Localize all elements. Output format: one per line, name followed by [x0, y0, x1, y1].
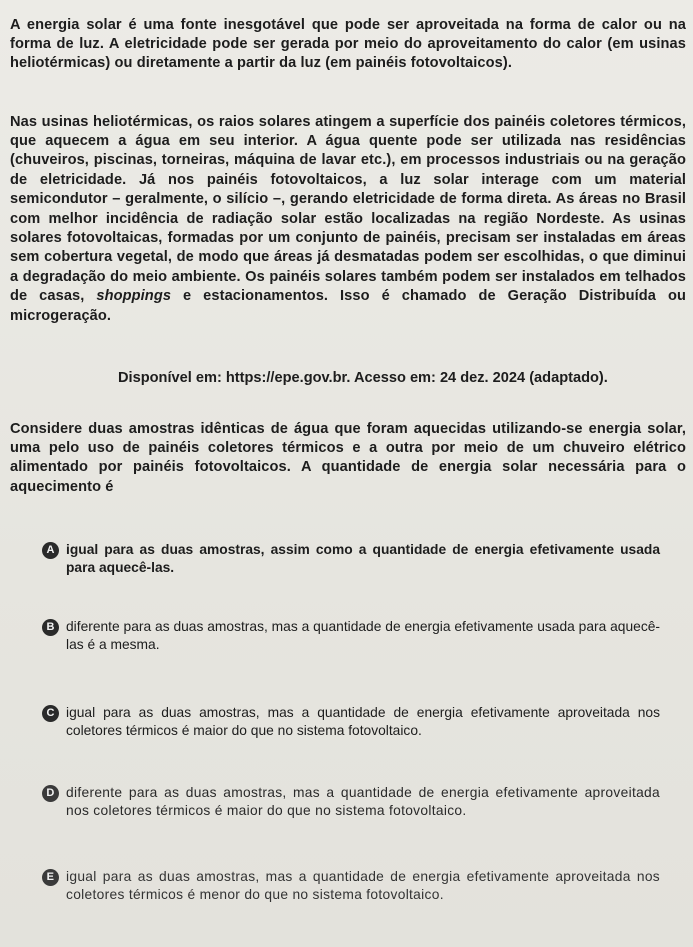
- option-letter-d: D: [42, 785, 59, 802]
- option-e[interactable]: [42, 868, 660, 903]
- option-a-text: igual para as duas amostras, assim como a quantidade de energia efetivamente usada para aquecê-las.: [66, 542, 660, 575]
- passage-paragraph-2: Nas usinas heliotérmicas, os raios solares atingem a superfície dos painéis coletores térmicos, que aquecem a água em seu interior. A água quente pode ser utilizada nas residências (chuveiros, piscinas, torneiras, máquina de lavar etc.), em processos industriais ou na geração de eletricidade. Já nos painéis fotovoltaicos, a luz solar interage com um material semicondutor – geralmente, o silício –, gerando eletricidade de forma direta. As áreas no Brasil com melhor incidência de radiação solar estão localizadas na região Nordeste. As usinas solares fotovoltaicas, formadas por um conjunto de painéis, precisam ser instaladas em áreas sem cobertura vegetal, de modo que áreas já desmatadas podem ser escolhidas, o que diminui a degradação do meio ambiente. Os painéis solares também podem ser instalados em telhados de casas, shoppings e estacionamentos. Isso é chamado de Geração Distribuída ou microgeração.: [10, 113, 686, 324]
- option-d-text: diferente para as duas amostras, mas a quantidade de energia efetivamente aproveitada nos coletores térmicos é maior do que no sistema fotovoltaico.: [66, 785, 660, 818]
- option-c-text: igual para as duas amostras, mas a quantidade de energia efetivamente aproveitada nos coletores térmicos é maior do que no sistema fotovoltaico.: [66, 705, 660, 738]
- option-letter-b: B: [42, 619, 59, 636]
- option-c[interactable]: [42, 704, 660, 739]
- emphasis-shoppings: shoppings: [96, 288, 172, 305]
- option-letter-c: C: [42, 705, 59, 722]
- option-b-text: diferente para as duas amostras, mas a quantidade de energia efetivamente usada para aquecê-las é a mesma.: [66, 619, 660, 652]
- option-letter-a: A: [42, 542, 59, 559]
- option-b[interactable]: [42, 618, 660, 653]
- option-e-text: igual para as duas amostras, mas a quantidade de energia efetivamente aproveitada nos coletores térmicos é menor do que no sistema fotovoltaico.: [66, 869, 660, 902]
- option-letter-e: E: [42, 869, 59, 886]
- option-a[interactable]: [42, 541, 660, 576]
- source-citation: Disponível em: https://epe.gov.br. Acesso em: 24 dez. 2024 (adaptado).: [118, 370, 608, 386]
- passage-paragraph-1: A energia solar é uma fonte inesgotável que pode ser aproveitada na forma de calor ou na forma de luz. A eletricidade pode ser gerada por meio do aproveitamento do calor (em usinas heliotérmicas) ou diretamente a partir da luz (em painéis fotovoltaicos).: [10, 16, 686, 72]
- question-stem: Considere duas amostras idênticas de água que foram aquecidas utilizando-se energia solar, uma pelo uso de painéis coletores térmicos e a outra por meio de um chuveiro elétrico alimentado por painéis fotovoltaicos. A quantidade de energia solar necessária para o aquecimento é: [10, 420, 686, 495]
- option-d[interactable]: [42, 784, 660, 819]
